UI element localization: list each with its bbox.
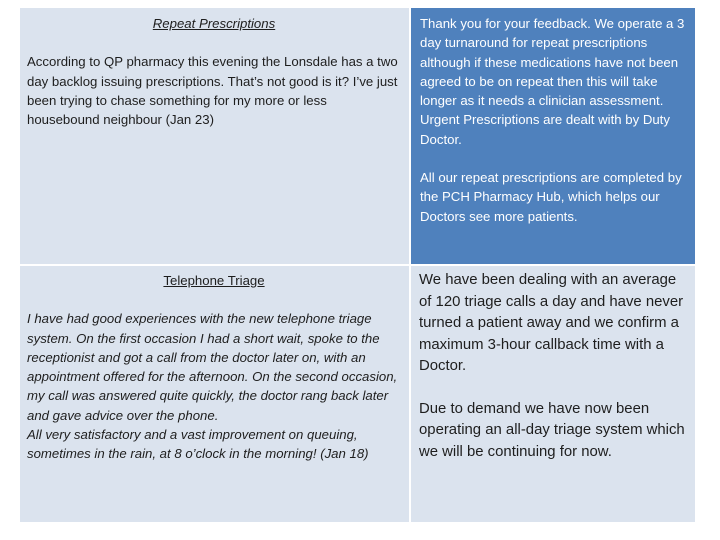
comment-title: Repeat Prescriptions	[152, 16, 276, 31]
comment-paragraph: I have had good experiences with the new telephone triage system. On the first occasion I had a short wait, spoke to the receptionist and got a call from the doctor later on, with an appointment offered for the afternoon. On the second occasion, my call was answered quite quickly, the doctor rang back later and gave advice over the phone.	[27, 311, 398, 423]
response-paragraph: We have been dealing with an average of 120 triage calls a day and have never turned a patient away and we confirm a maximum 3-hour callback time with a Doctor.	[419, 272, 684, 374]
comment-text: According to QP pharmacy this evening the Lonsdale has a two day backlog issuing prescriptions. That’s not good is it? I’ve just been trying to chase something for my more or less housebound neighbour (Jan 23)	[27, 54, 398, 128]
response-paragraph: Thank you for your feedback. We operate a 3 day turnaround for repeat prescriptions although if these medications have not been agreed to be on repeat then this will take longer as it needs a clinician assessment. Urgent Prescriptions are dealt with by Duty Doctor.	[420, 16, 685, 147]
spacer	[420, 149, 689, 168]
spacer	[27, 290, 401, 309]
comment-title: Telephone Triage	[163, 273, 265, 288]
spacer	[27, 33, 401, 52]
response-paragraph: All our repeat prescriptions are completed by the PCH Pharmacy Hub, which helps our Doctors see more patients.	[420, 170, 682, 224]
response-paragraph: Due to demand we have now been operating an all-day triage system which we will be continuing for now.	[419, 400, 685, 460]
response-cell-repeat-prescriptions	[411, 8, 695, 264]
comment-cell-repeat-prescriptions	[20, 8, 409, 264]
feedback-table	[20, 8, 695, 522]
comment-cell-telephone-triage	[20, 266, 409, 522]
response-cell-telephone-triage	[411, 266, 695, 522]
spacer	[419, 378, 689, 399]
comment-paragraph: All very satisfactory and a vast improvement on queuing, sometimes in the rain, at 8 o’clock in the morning! (Jan 18)	[27, 427, 369, 462]
